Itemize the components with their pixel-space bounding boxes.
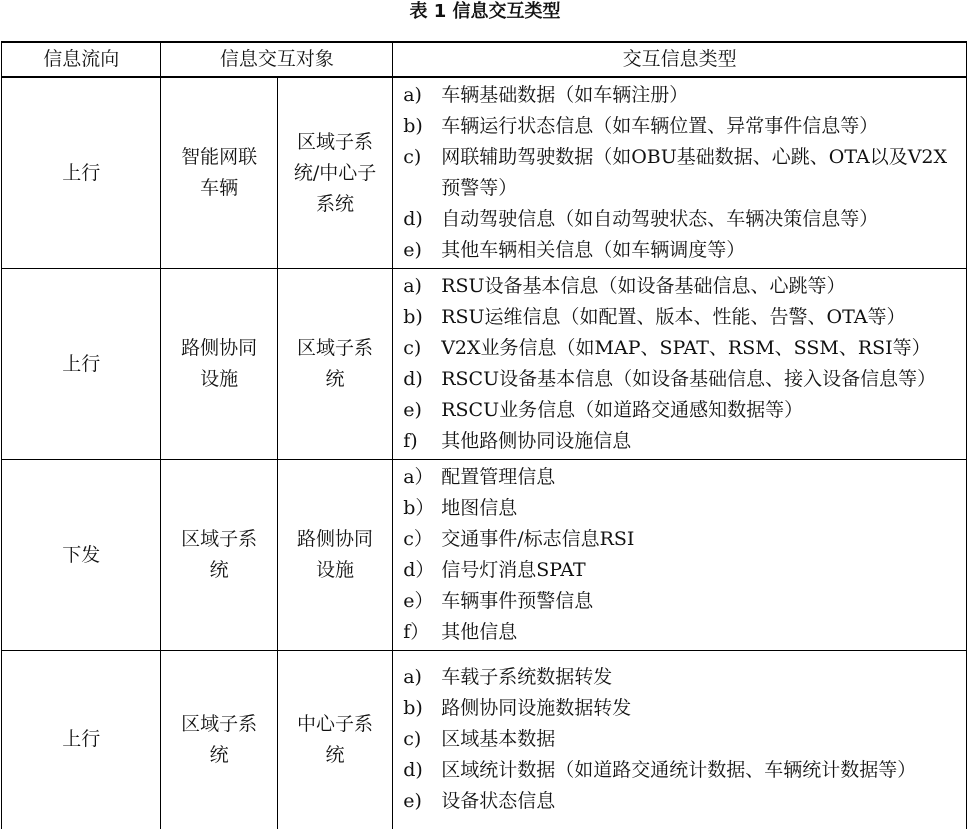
list-item [403,235,962,266]
source-cell [161,269,277,460]
header-types: 交互信息类型 [393,42,967,77]
list-item [403,493,962,524]
source-line: 区域子系 [181,712,258,735]
source-line: 设施 [200,368,239,390]
table-row [2,77,967,269]
direction-cell: 下发 [2,460,161,651]
source-cell [161,77,277,269]
item-marker: d） [403,559,435,581]
source-line: 区域子系 [181,528,258,550]
item-text: 自动驾驶信息（如自动驾驶状态、车辆决策信息等） [441,208,879,230]
target-line: 系统 [316,192,355,215]
header-object: 信息交互对象 [161,42,393,77]
item-marker: c) [403,728,422,751]
item-marker: e） [403,590,434,612]
item-text: 配置管理信息 [441,466,556,488]
item-marker: e) [403,239,422,261]
item-marker: a) [403,666,422,689]
list-item [403,617,962,648]
target-line: 设施 [316,559,355,581]
item-marker: a) [403,84,422,106]
item-text: 车辆基础数据（如车辆注册） [441,84,689,106]
item-text: 地图信息 [441,497,518,519]
item-text: RSCU业务信息（如道路交通感知数据等） [441,399,804,421]
source-line: 统 [209,559,229,581]
item-text: RSCU设备基本信息（如设备基础信息、接入设备信息等） [441,368,937,390]
target-cell [277,77,392,269]
types-cell [393,269,967,460]
source-line: 统 [209,743,229,766]
list-item [403,426,962,457]
item-marker: c) [403,146,422,168]
item-marker: b) [403,306,423,328]
item-text: RSU设备基本信息（如设备基础信息、心跳等） [441,275,846,297]
list-item [403,395,962,426]
direction-cell: 上行 [2,651,161,829]
item-text: 其他信息 [441,621,518,643]
list-item [403,662,962,693]
item-text: 车辆运行状态信息（如车辆位置、异常事件信息等） [441,115,879,137]
target-cell [277,269,392,460]
item-marker: f) [403,430,418,452]
header-direction: 信息流向 [2,42,161,77]
table-row [2,460,967,651]
target-line: 统 [325,743,345,766]
item-text: 车辆事件预警信息 [441,590,594,612]
item-text: 设备状态信息 [441,790,556,813]
table-header-row [2,42,967,77]
direction-cell: 上行 [2,269,161,460]
target-line: 中心子系 [297,712,374,735]
item-text: RSU运维信息（如配置、版本、性能、告警、OTA等） [441,306,906,328]
item-marker: d) [403,208,423,230]
item-marker: b) [403,697,423,720]
item-marker: d) [403,759,423,782]
list-item [403,524,962,555]
item-marker: d) [403,368,423,390]
item-text: 区域统计数据（如道路交通统计数据、车辆统计数据等） [441,759,917,782]
types-cell [393,651,967,829]
item-marker: b） [403,497,435,519]
item-marker: e) [403,790,422,813]
target-cell [277,651,392,829]
item-marker: a） [403,466,434,488]
target-line: 统/中心子 [293,161,377,184]
info-exchange-table [1,41,967,829]
list-item [403,204,962,235]
types-cell [393,77,967,269]
list-item [403,755,962,786]
table-row [2,269,967,460]
item-text: 区域基本数据 [441,728,556,751]
item-marker: b) [403,115,423,137]
target-line: 区域子系 [297,130,374,153]
list-item [403,724,962,755]
list-item [403,142,962,204]
source-line: 智能网联 [181,146,258,168]
list-item [403,586,962,617]
list-item [403,271,962,302]
list-item [403,693,962,724]
list-item [403,333,962,364]
direction-cell: 上行 [2,77,161,269]
item-text: 信号灯消息SPAT [441,559,586,581]
item-text: 网联辅助驾驶数据（如OBU基础数据、心跳、OTA以及V2X预警等） [441,146,948,199]
source-line: 车辆 [200,177,239,199]
types-cell [393,460,967,651]
item-marker: a) [403,275,422,297]
item-marker: c) [403,337,422,359]
item-marker: c） [403,528,433,550]
target-line: 统 [325,368,345,390]
table-caption: 表 1 信息交互类型 [409,1,561,22]
table-row [2,651,967,829]
item-marker: e) [403,399,422,421]
source-cell [161,651,277,829]
target-cell [277,460,392,651]
target-line: 区域子系 [297,337,374,359]
source-line: 路侧协同 [181,337,258,359]
list-item [403,80,962,111]
list-item [403,111,962,142]
list-item [403,462,962,493]
list-item [403,302,962,333]
item-text: 车载子系统数据转发 [441,666,613,689]
item-text: 交通事件/标志信息RSI [441,528,635,550]
item-text: 其他车辆相关信息（如车辆调度等） [441,239,746,261]
item-marker: f） [403,621,430,643]
source-cell [161,460,277,651]
list-item [403,555,962,586]
target-line: 路侧协同 [297,528,374,550]
item-text: 其他路侧协同设施信息 [441,430,632,452]
item-text: V2X业务信息（如MAP、SPAT、RSM、SSM、RSI等） [441,337,931,359]
item-text: 路侧协同设施数据转发 [441,697,632,720]
list-item [403,786,962,817]
list-item [403,364,962,395]
